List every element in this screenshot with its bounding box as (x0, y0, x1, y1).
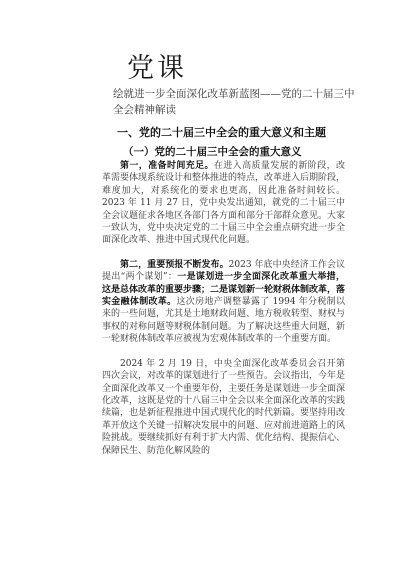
paragraph-2-emphasis: 一是谋划进一步全面深化改革重大举措，这是总体改革的重要步骤；二是谋划新一轮财税体制改革，落实金融体制改革。 (102, 272, 346, 308)
section-heading: 一、党的二十届三中全会的重大意义和主题 (117, 126, 326, 139)
document-body (102, 160, 345, 457)
paragraph-2-text-a: 2023 年底中央经济工作会议提出“两个谋划”： (102, 259, 345, 283)
document-subtitle: 绘就进一步全面深化改革新蓝图——党的二十届三中全会精神解读 (113, 88, 355, 116)
document-title: 党课 (127, 53, 187, 84)
paragraph-2-lead: 第二，重要预报不断发布。 (120, 259, 229, 270)
paragraph-1-text: 在进入高质量发展的新阶段，改革需要体现系统设计和整体推进的特点，改革进入后期阶段，难度加大，对系统化的要求也更高，因此准备时间较长。2023 年 11 月 27 日，党中央发出通知，就党的二十届三中全会议题征求各地区各部门各方面和部分干部群众意见。大家一致认为，党中央决定党的二十届三中全会重点研究进一步全面深化改革、推进中国式现代化问题。 (102, 161, 346, 246)
paragraph-2 (102, 259, 345, 346)
paragraph-3-text: 2024 年 2 月 19 日，中央全面深化改革委员会召开第四次会议，对改革的谋划进行了一些预告。会议指出，今年是全面深化改革又一个重要年份，主要任务是谋划进一步全面深化改革，这既是党的十八届三中全会以来全面深化改革的实践续篇，也是新征程推进中国式现代化的时代新篇。要坚持用改革开放这个关键一招解决发展中的问题、应对前进道路上的风险挑战。要继续抓好有利于扩大内需、优化结构、提振信心、保障民生、防范化解风险的 (102, 358, 346, 456)
subsection-heading: （一）党的二十届三中全会的重大意义 (123, 146, 302, 158)
paragraph-1-lead: 第一，准备时间充足。 (120, 161, 214, 171)
paragraph-3 (102, 358, 345, 457)
paragraph-1 (102, 160, 345, 247)
paragraph-2-text-b: 这次房地产调整暴露了 1994 年分税制以来的一些问题，尤其是土地财政问题、地方税收转型、财权与事权的对称问题等财税体制问题。为了解决这些重大问题，新一轮财税体制改革应被视为宏观体制改革的一个重要方面。 (102, 297, 346, 345)
